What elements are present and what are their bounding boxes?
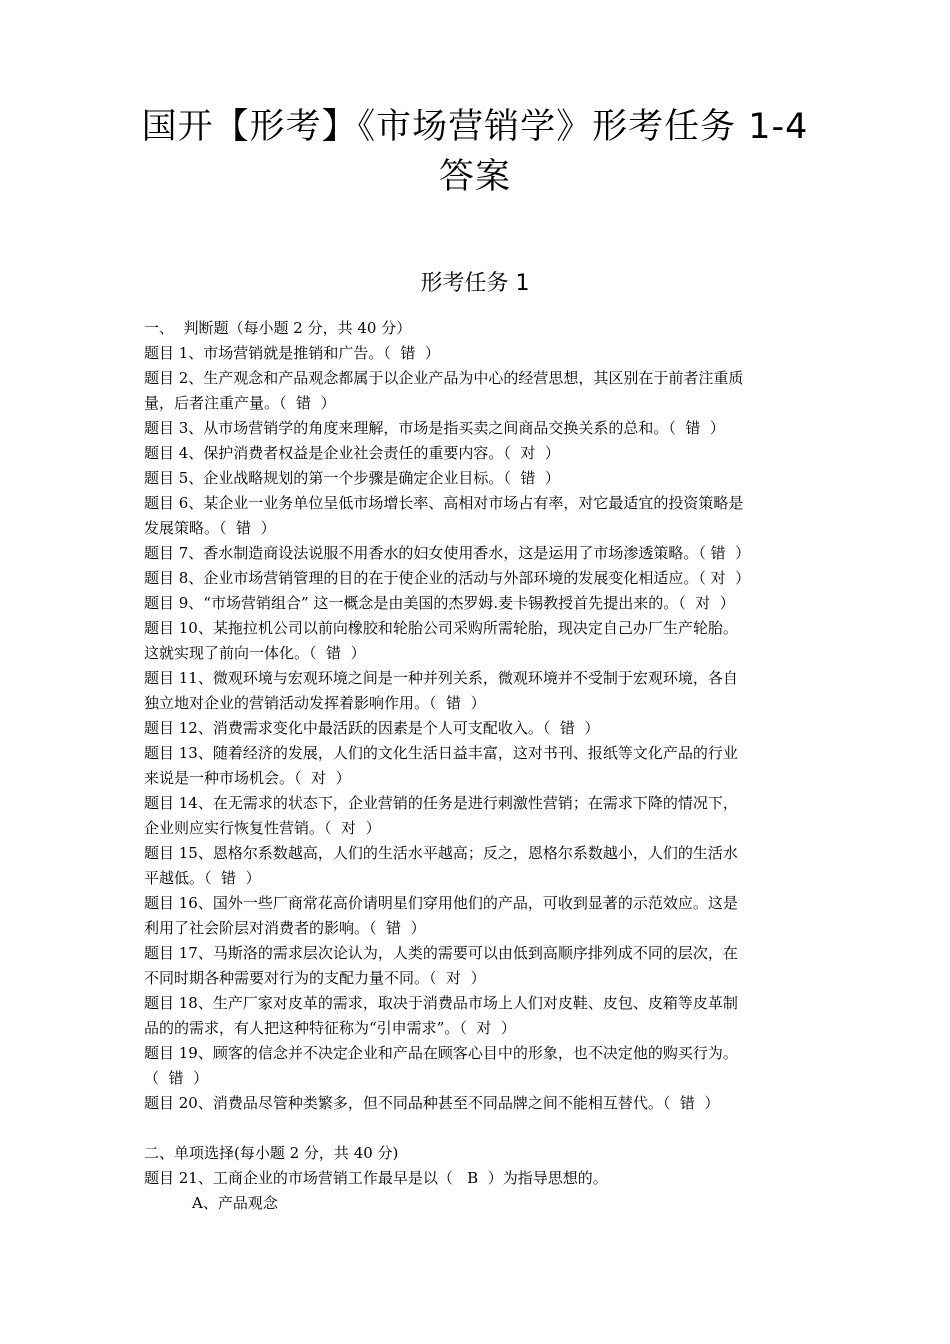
text-line: 企业则应实行恢复性营销。（ 对 ）	[144, 819, 381, 837]
text-line: 题目 2、生产观念和产品观念都属于以企业产品为中心的经营思想，其区别在于前者注重质	[144, 369, 744, 387]
text-line: 题目 17、马斯洛的需求层次论认为，人类的需要可以由低到高顺序排列成不同的层次，在	[144, 944, 738, 962]
text-line: 题目 6、某企业一业务单位呈低市场增长率、高相对市场占有率，对它最适宜的投资策略是	[144, 494, 744, 512]
text-line: 题目 14、在无需求的状态下，企业营销的任务是进行刺激性营销；在需求下降的情况下，	[144, 794, 738, 812]
text-line: 不同时期各种需要对行为的支配力量不同。（ 对 ）	[144, 969, 486, 987]
section-title: 形考任务 1	[420, 271, 530, 296]
part-2-heading: 二、单项选择(每小题 2 分，共 40 分)	[144, 1144, 399, 1162]
question-lines	[144, 341, 810, 1116]
text-line: 这就实现了前向一体化。（ 错 ）	[144, 644, 366, 662]
text-line: 来说是一种市场机会。（ 对 ）	[144, 769, 351, 787]
question-21-option-a: A、产品观念	[192, 1194, 278, 1212]
text-line: 题目 4、保护消费者权益是企业社会责任的重要内容。（ 对 ）	[144, 444, 560, 462]
part-1-heading: 一、 判断题（每小题 2 分，共 40 分）	[144, 319, 412, 337]
text-line: 发展策略。（ 错 ）	[144, 519, 276, 537]
text-line: 量，后者注重产量。（ 错 ）	[144, 394, 336, 412]
text-line: 题目 13、随着经济的发展，人们的文化生活日益丰富，这对书刊、报纸等文化产品的行业	[144, 744, 738, 762]
document-title	[120, 102, 830, 202]
text-line: 题目 10、某拖拉机公司以前向橡胶和轮胎公司采购所需轮胎，现决定自己办厂生产轮胎。	[144, 619, 738, 637]
text-line: 题目 15、恩格尔系数越高，人们的生活水平越高；反之，恩格尔系数越小，人们的生活水	[144, 844, 738, 862]
document-title-line-1: 国开【形考】《市场营销学》形考任务 1-4	[141, 107, 809, 147]
text-line: 利用了社会阶层对消费者的影响。（ 错 ）	[144, 919, 426, 937]
text-line: 题目 7、香水制造商设法说服不用香水的妇女使用香水，这是运用了市场渗透策略。（ 错 ）	[144, 544, 751, 562]
text-line: 题目 18、生产厂家对皮革的需求，取决于消费品市场上人们对皮鞋、皮包、皮箱等皮革制	[144, 994, 738, 1012]
text-line: 题目 12、消费需求变化中最活跃的因素是个人可支配收入。（ 错 ）	[144, 719, 600, 737]
text-line: 题目 9、“市场营销组合” 这一概念是由美国的杰罗姆.麦卡锡教授首先提出来的。（ 对 ）	[144, 594, 735, 612]
text-line: 题目 3、从市场营销学的角度来理解，市场是指买卖之间商品交换关系的总和。（ 错 ）	[144, 419, 725, 437]
document-title-line-2: 答案	[438, 157, 511, 197]
text-line: 品的的需求，有人把这种特征称为“引申需求”。（ 对 ）	[144, 1019, 516, 1037]
text-line: 题目 1、市场营销就是推销和广告。（ 错 ）	[144, 344, 440, 362]
blank-line	[144, 1116, 810, 1141]
text-line: 题目 19、顾客的信念并不决定企业和产品在顾客心目中的形象，也不决定他的购买行为。	[144, 1044, 738, 1062]
text-line: 平越低。（ 错 ）	[144, 869, 261, 887]
text-line: （ 错 ）	[144, 1069, 209, 1087]
text-line: 题目 20、消费品尽管种类繁多，但不同品种甚至不同品牌之间不能相互替代。（ 错 ）	[144, 1094, 720, 1112]
document-body	[144, 316, 810, 1216]
text-line: 题目 11、微观环境与宏观环境之间是一种并列关系，微观环境并不受制于宏观环境，各自	[144, 669, 738, 687]
text-line: 题目 8、企业市场营销管理的目的在于使企业的活动与外部环境的发展变化相适应。（ 对 ）	[144, 569, 751, 587]
text-line: 独立地对企业的营销活动发挥着影响作用。（ 错 ）	[144, 694, 486, 712]
text-line: 题目 16、国外一些厂商常花高价请明星们穿用他们的产品，可收到显著的示范效应。这是	[144, 894, 738, 912]
text-line: 题目 5、企业战略规划的第一个步骤是确定企业目标。（ 错 ）	[144, 469, 560, 487]
question-21: 题目 21、工商企业的市场营销工作最早是以（ B ）为指导思想的。	[144, 1169, 608, 1187]
